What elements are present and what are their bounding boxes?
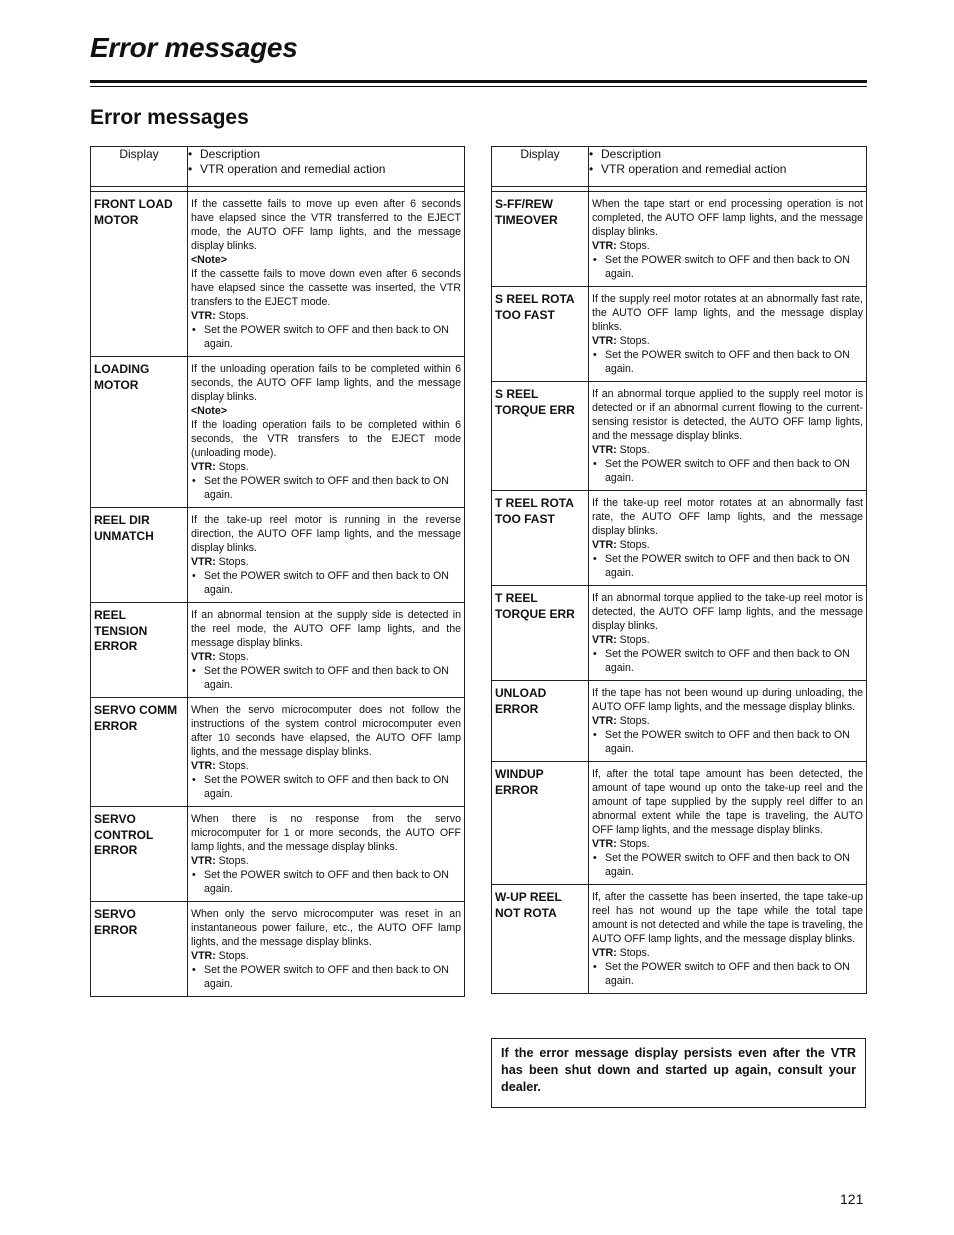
- vtr-status: Stops.: [616, 634, 650, 646]
- error-name-line: TENSION: [94, 623, 148, 638]
- vtr-operation: [592, 837, 863, 851]
- error-display-name: [492, 491, 589, 586]
- vtr-operation: [592, 443, 863, 457]
- dealer-notice: If the error message display persists even after the VTR has been shut down and started up again, consult your dealer.: [491, 1038, 866, 1108]
- remedial-action: • Set the POWER switch to OFF and then back to ON again.: [191, 868, 461, 896]
- remedial-action: • Set the POWER switch to OFF and then back to ON again.: [592, 457, 863, 485]
- error-description-cell: [188, 698, 465, 807]
- table-row: [492, 762, 867, 885]
- vtr-label: VTR:: [191, 855, 216, 867]
- error-name-line: CONTROL: [94, 827, 154, 842]
- vtr-operation: [592, 714, 863, 728]
- error-display-name: [91, 192, 188, 357]
- error-display-name: [91, 698, 188, 807]
- error-name-line: ERROR: [94, 922, 138, 937]
- table-row: [91, 192, 465, 357]
- error-name-line: ERROR: [495, 782, 539, 797]
- remedial-action: • Set the POWER switch to OFF and then back to ON again.: [592, 647, 863, 675]
- vtr-status: Stops.: [616, 539, 650, 551]
- error-name-line: MOTOR: [94, 377, 139, 392]
- error-name-line: ERROR: [94, 843, 138, 857]
- error-name-line: UNLOAD: [495, 686, 547, 700]
- vtr-label: VTR:: [191, 760, 216, 772]
- error-name-line: WINDUP: [495, 767, 544, 781]
- error-description-cell: [589, 885, 867, 994]
- error-name-line: T REEL: [495, 591, 538, 605]
- error-name-line: TORQUE ERR: [495, 402, 575, 417]
- error-display-name: [91, 357, 188, 508]
- error-name-line: ERROR: [94, 718, 138, 733]
- vtr-status: Stops.: [616, 240, 650, 252]
- table-row: [492, 885, 867, 994]
- vtr-operation: [191, 949, 461, 963]
- remedial-action: • Set the POWER switch to OFF and then back to ON again.: [592, 851, 863, 879]
- vtr-operation: [191, 460, 461, 474]
- error-description-cell: [589, 192, 867, 287]
- vtr-operation: [592, 538, 863, 552]
- error-name-line: S-FF/REW: [495, 197, 553, 211]
- error-name-line: SERVO: [94, 907, 136, 921]
- vtr-operation: [592, 239, 863, 253]
- error-name-line: TIMEOVER: [495, 212, 558, 227]
- error-name-line: UNMATCH: [94, 528, 154, 543]
- error-display-name: [492, 681, 589, 762]
- vtr-status: Stops.: [215, 461, 249, 473]
- note-text: If the loading operation fails to be completed within 6 seconds, the VTR transfers to the EJECT mode (unloading mode).: [191, 419, 461, 459]
- error-table-right: [491, 146, 867, 994]
- error-display-name: [91, 807, 188, 902]
- vtr-label: VTR:: [592, 838, 617, 850]
- table-row: [492, 586, 867, 681]
- table-row: [91, 603, 465, 698]
- error-description: If an abnormal tension at the supply side is detected in the reel mode, the AUTO OFF lamp lights, and the message display blinks.: [191, 609, 461, 649]
- error-display-name: [91, 902, 188, 997]
- vtr-label: VTR:: [592, 634, 617, 646]
- vtr-label: VTR:: [191, 950, 216, 962]
- header-description: • Description • VTR operation and remedial action: [589, 147, 867, 187]
- remedial-action: • Set the POWER switch to OFF and then back to ON again.: [191, 323, 461, 351]
- vtr-status: Stops.: [616, 947, 650, 959]
- header-bullet-1: Description: [200, 147, 261, 161]
- vtr-status: Stops.: [215, 556, 249, 568]
- error-description: If the cassette fails to move up even after 6 seconds have elapsed since the VTR transferred to the EJECT mode, the AUTO OFF lamp lights, and the message display blinks.: [191, 198, 461, 252]
- table-row: [91, 357, 465, 508]
- page-number: 121: [840, 1191, 864, 1207]
- error-name-line: ERROR: [495, 701, 539, 716]
- error-description-cell: [589, 382, 867, 491]
- error-name-line: MOTOR: [94, 212, 139, 227]
- vtr-operation: [592, 946, 863, 960]
- error-description: If the unloading operation fails to be completed within 6 seconds, the AUTO OFF lamp lights, and the message display blinks.: [191, 363, 461, 403]
- vtr-status: Stops.: [616, 335, 650, 347]
- header-description: • Description • VTR operation and remedial action: [188, 147, 465, 187]
- error-description: If the take-up reel motor rotates at an abnormally fast rate, the AUTO OFF lamp lights, and the message display blinks.: [592, 497, 863, 537]
- table-row: [91, 807, 465, 902]
- error-description: If an abnormal torque applied to the supply reel motor is detected or if an abnormal current flowing to the current-sensing resistor is detected, the AUTO OFF lamp lights, and the message display blinks.: [592, 388, 863, 442]
- title-rule-thin: [90, 86, 867, 87]
- error-display-name: [492, 382, 589, 491]
- vtr-status: Stops.: [215, 760, 249, 772]
- table-header-row: [91, 147, 465, 187]
- remedial-action: • Set the POWER switch to OFF and then back to ON again.: [592, 348, 863, 376]
- table-row: [91, 698, 465, 807]
- error-display-name: [492, 885, 589, 994]
- table-row: [492, 681, 867, 762]
- error-name-line: T REEL ROTA: [495, 496, 574, 510]
- vtr-operation: [592, 633, 863, 647]
- error-name-line: S REEL ROTA: [495, 292, 575, 306]
- error-name-line: REEL: [94, 608, 127, 622]
- error-description: If, after the cassette has been inserted, the tape take-up reel has not wound up the tape while the total tape amount is not detected and while the tape is traveling, the AUTO OFF lamp lights, and the message display blinks.: [592, 891, 863, 945]
- table-row: [492, 382, 867, 491]
- vtr-status: Stops.: [616, 715, 650, 727]
- header-display: Display: [492, 147, 589, 187]
- table-row: [492, 287, 867, 382]
- vtr-status: Stops.: [215, 310, 249, 322]
- vtr-status: Stops.: [215, 950, 249, 962]
- error-description-cell: [188, 192, 465, 357]
- error-description-cell: [188, 508, 465, 603]
- vtr-label: VTR:: [191, 461, 216, 473]
- error-description-cell: [589, 287, 867, 382]
- error-description: When there is no response from the servo microcomputer for 1 or more seconds, the AUTO OFF lamp lights, and the message display blinks.: [191, 813, 461, 853]
- note-text: If the cassette fails to move down even after 6 seconds have elapsed since the cassette was inserted, the VTR transfers to the EJECT mode.: [191, 268, 461, 308]
- page-title: Error messages: [90, 32, 298, 63]
- vtr-status: Stops.: [616, 838, 650, 850]
- error-description-cell: [188, 902, 465, 997]
- vtr-label: VTR:: [592, 335, 617, 347]
- remedial-action: • Set the POWER switch to OFF and then back to ON again.: [592, 960, 863, 988]
- error-description: If the tape has not been wound up during unloading, the AUTO OFF lamp lights, and the message display blinks.: [592, 687, 863, 713]
- error-description-cell: [589, 586, 867, 681]
- vtr-label: VTR:: [191, 651, 216, 663]
- vtr-status: Stops.: [215, 855, 249, 867]
- table-row: [91, 902, 465, 997]
- remedial-action: • Set the POWER switch to OFF and then back to ON again.: [191, 474, 461, 502]
- table-row: [91, 508, 465, 603]
- error-description-cell: [589, 762, 867, 885]
- error-name-line: TOO FAST: [495, 511, 555, 526]
- vtr-operation: [191, 854, 461, 868]
- vtr-operation: [191, 650, 461, 664]
- error-name-line: ERROR: [94, 639, 138, 653]
- error-display-name: [492, 287, 589, 382]
- table-row: [492, 491, 867, 586]
- vtr-label: VTR:: [592, 240, 617, 252]
- vtr-label: VTR:: [592, 539, 617, 551]
- error-name-line: S REEL: [495, 387, 539, 401]
- error-name-line: LOADING: [94, 362, 150, 376]
- error-description: If, after the total tape amount has been detected, the amount of tape wound up onto the take-up reel and the amount of tape supplied by the supply reel differ to an abnormal extent while the tape is traveling, the AUTO OFF lamp lights, and the message display blinks.: [592, 768, 863, 836]
- note-label: <Note>: [191, 254, 227, 266]
- error-display-name: [492, 762, 589, 885]
- error-name-line: W-UP REEL: [495, 890, 562, 904]
- error-description: If the take-up reel motor is running in the reverse direction, the AUTO OFF lamp lights, and the message display blinks.: [191, 514, 461, 554]
- error-name-line: REEL DIR: [94, 513, 150, 527]
- error-name-line: SERVO: [94, 812, 136, 826]
- remedial-action: • Set the POWER switch to OFF and then back to ON again.: [592, 253, 863, 281]
- error-description: When the servo microcomputer does not follow the instructions of the system control microcomputer even after 10 seconds have elapsed, the AUTO OFF lamp lights, and the message display blinks.: [191, 704, 461, 758]
- error-description-cell: [589, 681, 867, 762]
- error-name-line: NOT ROTA: [495, 905, 557, 920]
- title-rule: [90, 80, 867, 83]
- note-label: <Note>: [191, 405, 227, 417]
- vtr-label: VTR:: [592, 947, 617, 959]
- error-display-name: [91, 508, 188, 603]
- vtr-status: Stops.: [215, 651, 249, 663]
- error-description: When only the servo microcomputer was reset in an instantaneous power failure, etc., the AUTO OFF lamp lights, and the message display blinks.: [191, 908, 461, 948]
- header-bullet-2: VTR operation and remedial action: [200, 162, 386, 176]
- vtr-status: Stops.: [616, 444, 650, 456]
- error-description-cell: [589, 491, 867, 586]
- error-description: When the tape start or end processing operation is not completed, the AUTO OFF lamp lights, and the message display blinks.: [592, 198, 863, 238]
- error-name-line: TOO FAST: [495, 307, 555, 322]
- error-description-cell: [188, 603, 465, 698]
- remedial-action: • Set the POWER switch to OFF and then back to ON again.: [191, 773, 461, 801]
- vtr-label: VTR:: [592, 715, 617, 727]
- vtr-operation: [592, 334, 863, 348]
- error-name-line: TORQUE ERR: [495, 606, 575, 621]
- error-display-name: [492, 192, 589, 287]
- remedial-action: • Set the POWER switch to OFF and then back to ON again.: [191, 569, 461, 597]
- error-name-line: SERVO COMM: [94, 703, 178, 717]
- section-title: Error messages: [90, 106, 249, 129]
- vtr-operation: [191, 309, 461, 323]
- vtr-label: VTR:: [191, 556, 216, 568]
- error-table-left: [90, 146, 465, 997]
- error-description: If the supply reel motor rotates at an abnormally fast rate, the AUTO OFF lamp lights, and the message display blinks.: [592, 293, 863, 333]
- error-display-name: [492, 586, 589, 681]
- vtr-label: VTR:: [592, 444, 617, 456]
- error-name-line: FRONT LOAD: [94, 197, 173, 211]
- table-header-row: [492, 147, 867, 187]
- error-description-cell: [188, 807, 465, 902]
- remedial-action: • Set the POWER switch to OFF and then back to ON again.: [191, 664, 461, 692]
- table-row: [492, 192, 867, 287]
- remedial-action: • Set the POWER switch to OFF and then back to ON again.: [592, 552, 863, 580]
- error-description-cell: [188, 357, 465, 508]
- header-display: Display: [91, 147, 188, 187]
- header-bullet-1: Description: [601, 147, 662, 161]
- error-description: If an abnormal torque applied to the take-up reel motor is detected, the AUTO OFF lamp lights, and the message display blinks.: [592, 592, 863, 632]
- error-display-name: [91, 603, 188, 698]
- remedial-action: • Set the POWER switch to OFF and then back to ON again.: [191, 963, 461, 991]
- vtr-operation: [191, 759, 461, 773]
- remedial-action: • Set the POWER switch to OFF and then back to ON again.: [592, 728, 863, 756]
- header-bullet-2: VTR operation and remedial action: [601, 162, 787, 176]
- vtr-operation: [191, 555, 461, 569]
- vtr-label: VTR:: [191, 310, 216, 322]
